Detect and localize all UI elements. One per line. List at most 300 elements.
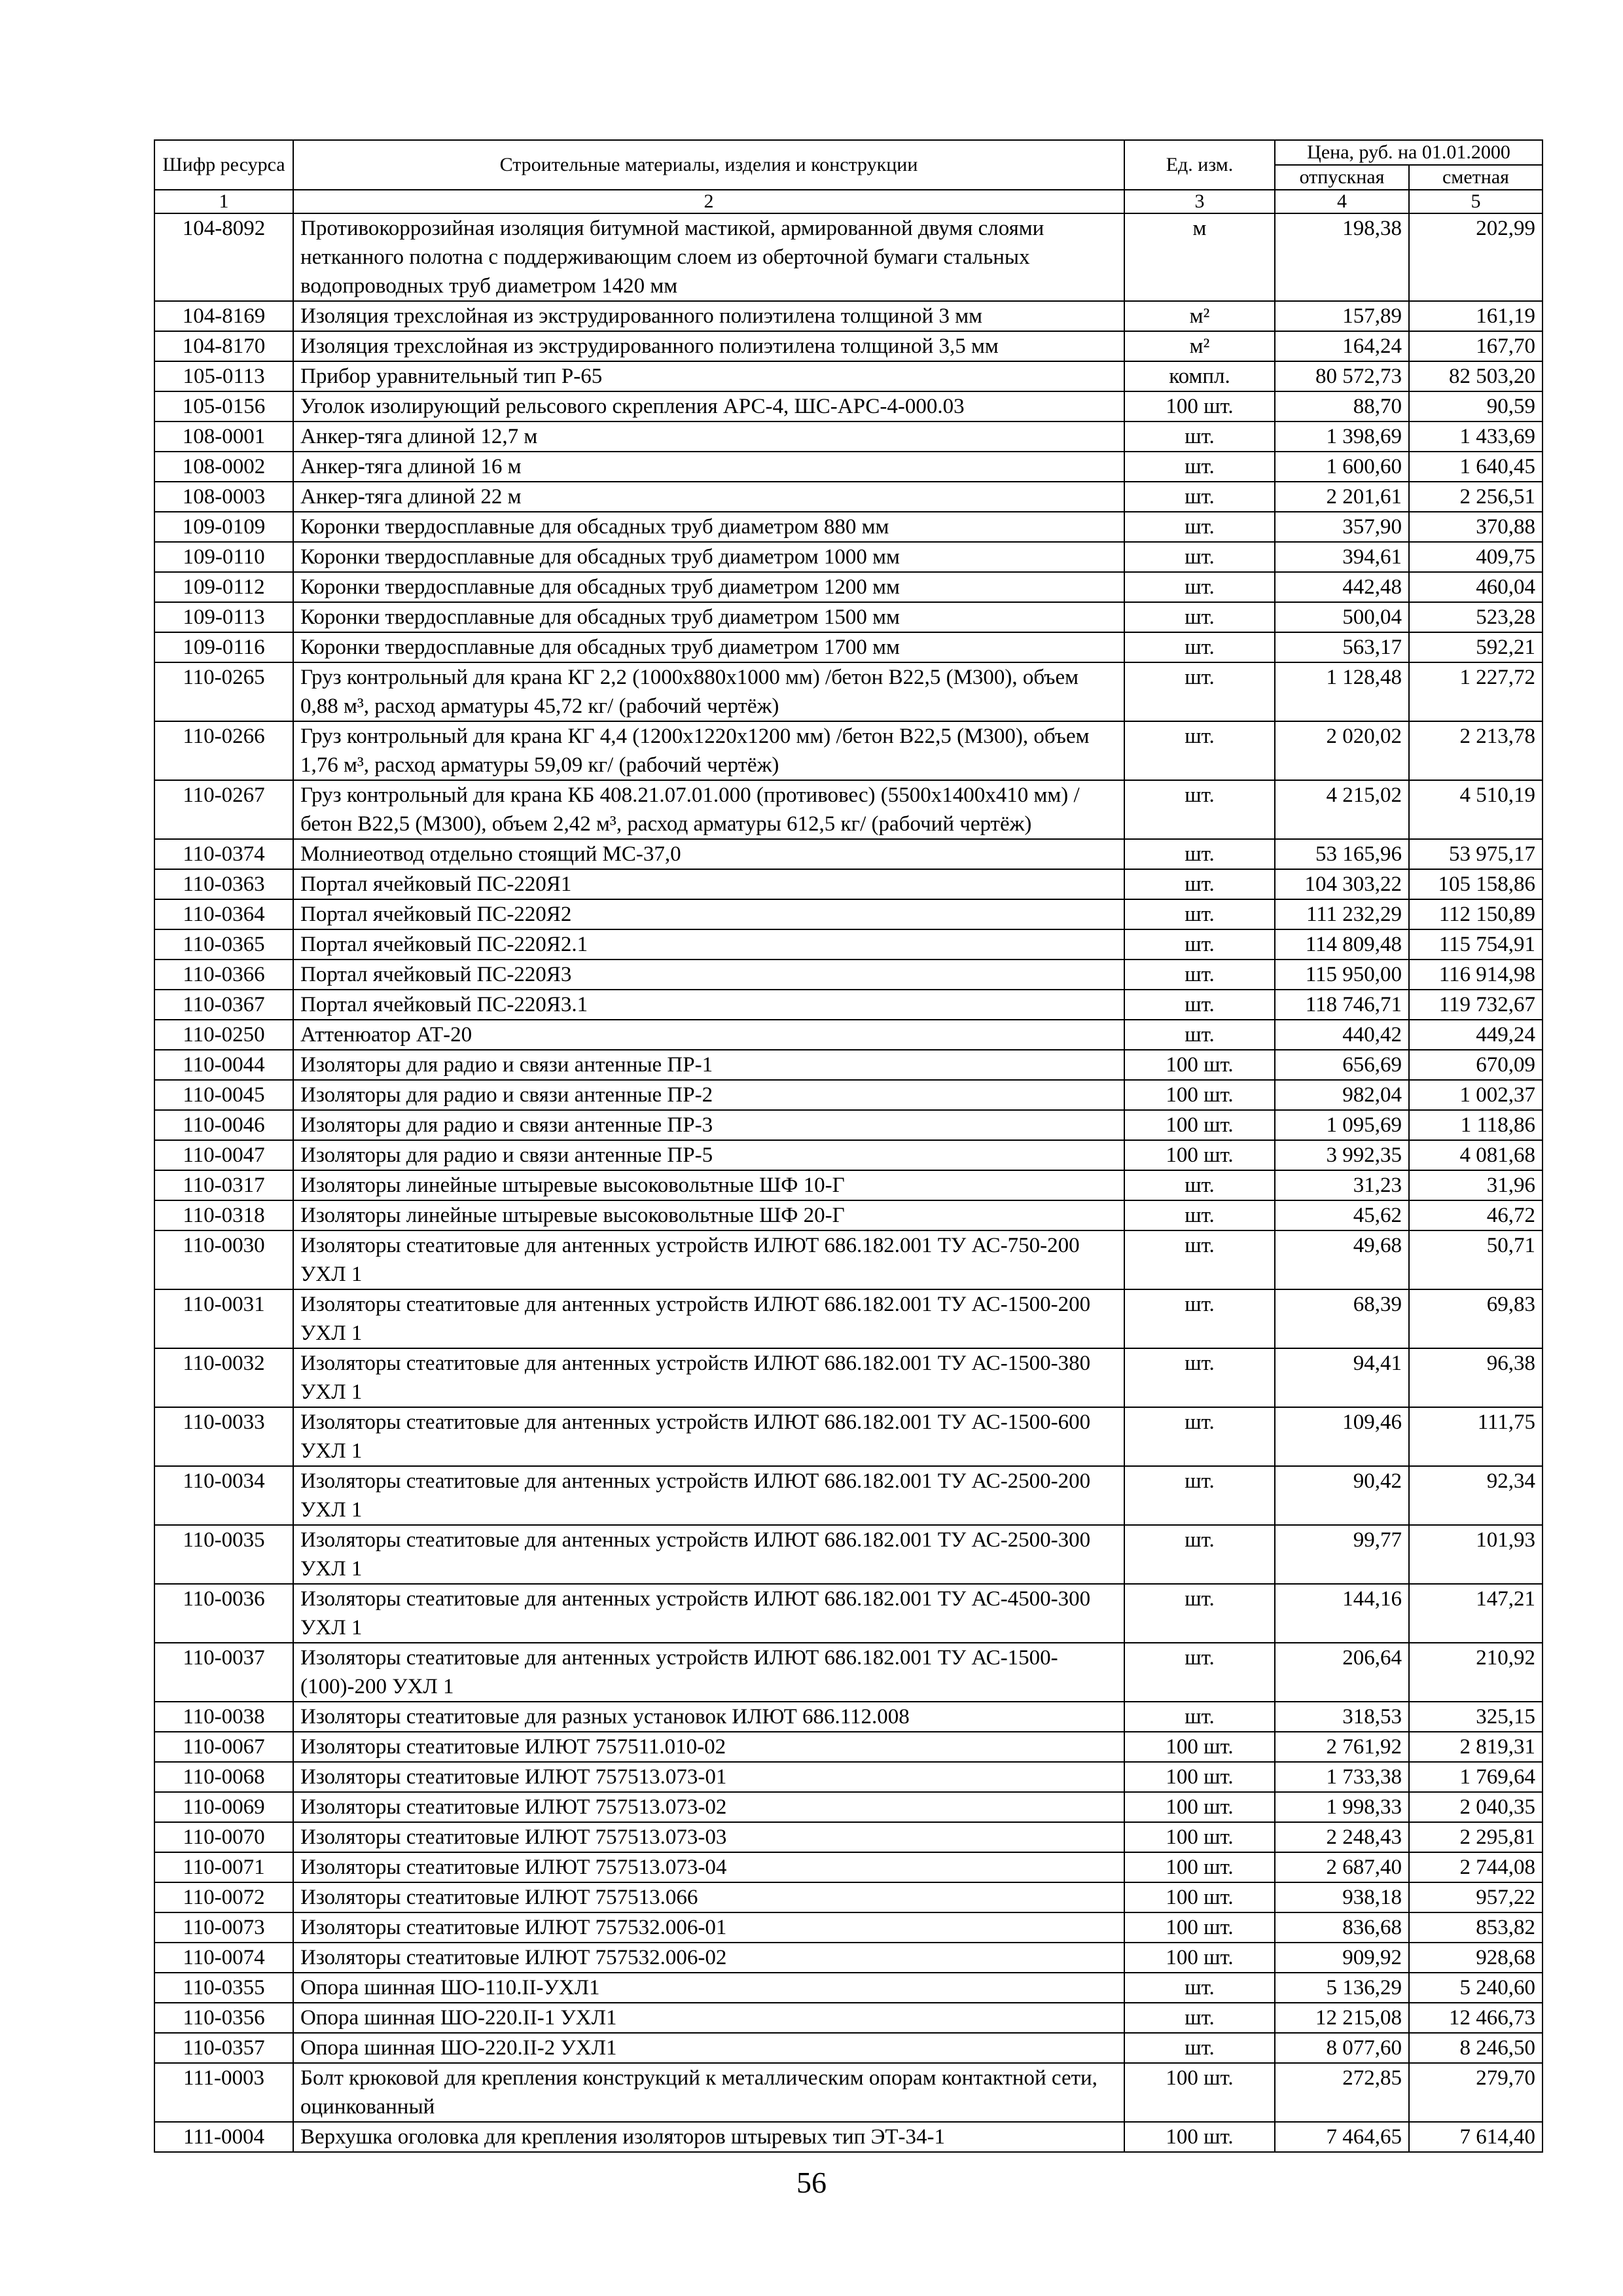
unit-of-measure: шт. [1124,542,1275,572]
release-price: 80 572,73 [1275,361,1409,391]
header-estimate-price: сметная [1409,165,1543,190]
estimate-price: 147,21 [1409,1584,1543,1643]
estimate-price: 8 246,50 [1409,2033,1543,2063]
material-name: Портал ячейковый ПС-220Я2 [293,899,1124,929]
unit-of-measure: шт. [1124,662,1275,721]
material-name: Изоляторы для радио и связи антенные ПР-3 [293,1110,1124,1140]
release-price: 2 248,43 [1275,1822,1409,1852]
material-name: Портал ячейковый ПС-220Я3 [293,960,1124,990]
resource-code: 104-8092 [154,213,293,301]
unit-of-measure: шт. [1124,1702,1275,1732]
release-price: 4 215,02 [1275,780,1409,839]
release-price: 272,85 [1275,2063,1409,2122]
material-name: Коронки твердосплавные для обсадных труб диаметром 1700 мм [293,632,1124,662]
release-price: 115 950,00 [1275,960,1409,990]
material-name: Изоляторы для радио и связи антенные ПР-1 [293,1050,1124,1080]
release-price: 90,42 [1275,1466,1409,1525]
material-name: Болт крюковой для крепления конструкций к металлическим опорам контактной сети, оцинкованный [293,2063,1124,2122]
unit-of-measure: шт. [1124,452,1275,482]
resource-code: 110-0355 [154,1973,293,2003]
release-price: 206,64 [1275,1643,1409,1702]
release-price: 357,90 [1275,512,1409,542]
resource-code: 110-0046 [154,1110,293,1140]
estimate-price: 2 256,51 [1409,482,1543,512]
table-row [154,1882,1543,1912]
unit-of-measure: компл. [1124,361,1275,391]
table-row [154,869,1543,899]
release-price: 1 398,69 [1275,422,1409,452]
material-name: Портал ячейковый ПС-220Я1 [293,869,1124,899]
estimate-price: 7 614,40 [1409,2122,1543,2152]
unit-of-measure: шт. [1124,632,1275,662]
estimate-price: 2 040,35 [1409,1792,1543,1822]
header-release-price: отпускная [1275,165,1409,190]
col-number: 3 [1124,190,1275,213]
estimate-price: 2 213,78 [1409,721,1543,780]
material-name: Опора шинная ШО-220.II-1 УХЛ1 [293,2003,1124,2033]
material-name: Портал ячейковый ПС-220Я2.1 [293,929,1124,960]
resource-code: 110-0035 [154,1525,293,1584]
material-name: Противокоррозийная изоляция битумной мастикой, армированной двумя слоями нетканного полотна с поддерживающим слоем из оберточной бумаги стальных водопроводных труб диаметром 1420 мм [293,213,1124,301]
resource-code: 109-0113 [154,602,293,632]
table-row [154,1289,1543,1348]
resource-code: 110-0318 [154,1200,293,1230]
resource-code: 110-0250 [154,1020,293,1050]
unit-of-measure: шт. [1124,1289,1275,1348]
estimate-price: 112 150,89 [1409,899,1543,929]
table-row [154,1732,1543,1762]
estimate-price: 101,93 [1409,1525,1543,1584]
unit-of-measure: шт. [1124,602,1275,632]
resource-code: 110-0037 [154,1643,293,1702]
release-price: 500,04 [1275,602,1409,632]
unit-of-measure: 100 шт. [1124,1110,1275,1140]
table-row [154,1702,1543,1732]
table-row [154,721,1543,780]
table-row [154,2003,1543,2033]
estimate-price: 325,15 [1409,1702,1543,1732]
table-row [154,1852,1543,1882]
unit-of-measure: шт. [1124,2003,1275,2033]
material-name: Изоляторы стеатитовые ИЛЮТ 757513.073-02 [293,1792,1124,1822]
estimate-price: 82 503,20 [1409,361,1543,391]
release-price: 12 215,08 [1275,2003,1409,2033]
estimate-price: 670,09 [1409,1050,1543,1080]
estimate-price: 853,82 [1409,1912,1543,1943]
unit-of-measure: шт. [1124,1348,1275,1407]
material-name: Изоляторы стеатитовые для антенных устройств ИЛЮТ 686.182.001 ТУ АС-2500-300 УХЛ 1 [293,1525,1124,1584]
material-name: Верхушка оголовка для крепления изоляторов штыревых тип ЭТ-34-1 [293,2122,1124,2152]
unit-of-measure: 100 шт. [1124,2122,1275,2152]
header-name: Строительные материалы, изделия и конструкции [293,140,1124,190]
table-row [154,422,1543,452]
release-price: 1 128,48 [1275,662,1409,721]
estimate-price: 53 975,17 [1409,839,1543,869]
unit-of-measure: шт. [1124,1525,1275,1584]
release-price: 3 992,35 [1275,1140,1409,1170]
material-name: Изоляторы стеатитовые для антенных устройств ИЛЮТ 686.182.001 ТУ АС-1500-200 УХЛ 1 [293,1289,1124,1348]
release-price: 7 464,65 [1275,2122,1409,2152]
table-row [154,1643,1543,1702]
release-price: 2 201,61 [1275,482,1409,512]
table-row [154,1822,1543,1852]
estimate-price: 592,21 [1409,632,1543,662]
resource-code: 110-0044 [154,1050,293,1080]
material-name: Опора шинная ШО-110.II-УХЛ1 [293,1973,1124,2003]
resource-code: 110-0032 [154,1348,293,1407]
col-number: 1 [154,190,293,213]
unit-of-measure: 100 шт. [1124,1912,1275,1943]
unit-of-measure: 100 шт. [1124,1822,1275,1852]
header-unit: Ед. изм. [1124,140,1275,190]
material-name: Анкер-тяга длиной 22 м [293,482,1124,512]
unit-of-measure: шт. [1124,1973,1275,2003]
estimate-price: 928,68 [1409,1943,1543,1973]
table-row [154,331,1543,361]
table-row [154,1792,1543,1822]
resource-code: 104-8169 [154,301,293,331]
table-row [154,1348,1543,1407]
table-row [154,1762,1543,1792]
table-row [154,1466,1543,1525]
resource-code: 111-0004 [154,2122,293,2152]
estimate-price: 111,75 [1409,1407,1543,1466]
table-row [154,1943,1543,1973]
material-name: Изоляторы стеатитовые для антенных устройств ИЛЮТ 686.182.001 ТУ АС-750-200 УХЛ 1 [293,1230,1124,1289]
resource-code: 110-0071 [154,1852,293,1882]
release-price: 198,38 [1275,213,1409,301]
table-row [154,1110,1543,1140]
material-name: Изоляторы стеатитовые ИЛЮТ 757513.066 [293,1882,1124,1912]
table-row [154,512,1543,542]
table-row [154,839,1543,869]
estimate-price: 50,71 [1409,1230,1543,1289]
material-name: Молниеотвод отдельно стоящий МС-37,0 [293,839,1124,869]
release-price: 88,70 [1275,391,1409,422]
resource-code: 110-0267 [154,780,293,839]
resource-code: 110-0317 [154,1170,293,1200]
material-name: Изоляторы стеатитовые для разных установок ИЛЮТ 686.112.008 [293,1702,1124,1732]
material-name: Коронки твердосплавные для обсадных труб диаметром 880 мм [293,512,1124,542]
page-number: 56 [796,2166,827,2199]
estimate-price: 1 640,45 [1409,452,1543,482]
estimate-price: 116 914,98 [1409,960,1543,990]
material-name: Изоляторы стеатитовые ИЛЮТ 757513.073-04 [293,1852,1124,1882]
table-row [154,632,1543,662]
resource-code: 110-0367 [154,990,293,1020]
table-row [154,1050,1543,1080]
resource-code: 110-0070 [154,1822,293,1852]
estimate-price: 5 240,60 [1409,1973,1543,2003]
unit-of-measure: 100 шт. [1124,1852,1275,1882]
resource-code: 110-0364 [154,899,293,929]
estimate-price: 46,72 [1409,1200,1543,1230]
resource-code: 110-0374 [154,839,293,869]
resource-code: 110-0356 [154,2003,293,2033]
unit-of-measure: 100 шт. [1124,1943,1275,1973]
material-name: Опора шинная ШО-220.II-2 УХЛ1 [293,2033,1124,2063]
estimate-price: 279,70 [1409,2063,1543,2122]
col-number: 5 [1409,190,1543,213]
table-row [154,1200,1543,1230]
unit-of-measure: 100 шт. [1124,2063,1275,2122]
resource-code: 110-0034 [154,1466,293,1525]
material-name: Изоляторы стеатитовые для антенных устройств ИЛЮТ 686.182.001 ТУ АС-1500-(100)-200 УХЛ 1 [293,1643,1124,1702]
material-name: Изоляторы стеатитовые ИЛЮТ 757532.006-02 [293,1943,1124,1973]
estimate-price: 167,70 [1409,331,1543,361]
estimate-price: 161,19 [1409,301,1543,331]
table-body [154,213,1543,2152]
resource-code: 110-0365 [154,929,293,960]
estimate-price: 957,22 [1409,1882,1543,1912]
resource-code: 109-0110 [154,542,293,572]
material-name: Изоляторы линейные штыревые высоковольтные ШФ 20-Г [293,1200,1124,1230]
table-row [154,1407,1543,1466]
resource-code: 109-0112 [154,572,293,602]
estimate-price: 92,34 [1409,1466,1543,1525]
table-row [154,1584,1543,1643]
unit-of-measure: м [1124,213,1275,301]
unit-of-measure: 100 шт. [1124,391,1275,422]
release-price: 656,69 [1275,1050,1409,1080]
material-name: Изоляторы линейные штыревые высоковольтные ШФ 10-Г [293,1170,1124,1200]
unit-of-measure: шт. [1124,1407,1275,1466]
material-name: Изоляторы для радио и связи антенные ПР-5 [293,1140,1124,1170]
release-price: 2 761,92 [1275,1732,1409,1762]
resource-code: 108-0003 [154,482,293,512]
release-price: 1 095,69 [1275,1110,1409,1140]
release-price: 144,16 [1275,1584,1409,1643]
unit-of-measure: шт. [1124,1584,1275,1643]
release-price: 104 303,22 [1275,869,1409,899]
material-name: Изоляторы стеатитовые для антенных устройств ИЛЮТ 686.182.001 ТУ АС-1500-600 УХЛ 1 [293,1407,1124,1466]
table-row [154,1020,1543,1050]
unit-of-measure: шт. [1124,1643,1275,1702]
resource-code: 110-0038 [154,1702,293,1732]
release-price: 982,04 [1275,1080,1409,1110]
table-row [154,1912,1543,1943]
unit-of-measure: 100 шт. [1124,1882,1275,1912]
unit-of-measure: шт. [1124,721,1275,780]
release-price: 118 746,71 [1275,990,1409,1020]
table-row [154,2122,1543,2152]
table-row [154,572,1543,602]
estimate-price: 69,83 [1409,1289,1543,1348]
unit-of-measure: шт. [1124,960,1275,990]
resource-code: 110-0030 [154,1230,293,1289]
material-name: Изоляторы стеатитовые для антенных устройств ИЛЮТ 686.182.001 ТУ АС-4500-300 УХЛ 1 [293,1584,1124,1643]
unit-of-measure: шт. [1124,512,1275,542]
header-price-group: Цена, руб. на 01.01.2000 [1275,140,1543,165]
col-number: 2 [293,190,1124,213]
material-name: Изоляторы стеатитовые ИЛЮТ 757511.010-02 [293,1732,1124,1762]
resource-code: 110-0068 [154,1762,293,1792]
unit-of-measure: 100 шт. [1124,1792,1275,1822]
unit-of-measure: шт. [1124,1466,1275,1525]
resource-code: 109-0109 [154,512,293,542]
release-price: 45,62 [1275,1200,1409,1230]
estimate-price: 31,96 [1409,1170,1543,1200]
material-name: Изоляторы стеатитовые ИЛЮТ 757532.006-01 [293,1912,1124,1943]
material-name: Коронки твердосплавные для обсадных труб диаметром 1500 мм [293,602,1124,632]
release-price: 157,89 [1275,301,1409,331]
unit-of-measure: 100 шт. [1124,1080,1275,1110]
estimate-price: 523,28 [1409,602,1543,632]
table-row [154,1230,1543,1289]
table-row [154,301,1543,331]
table-row [154,990,1543,1020]
material-name: Изоляция трехслойная из экструдированного полиэтилена толщиной 3 мм [293,301,1124,331]
header-code: Шифр ресурса [154,140,293,190]
estimate-price: 96,38 [1409,1348,1543,1407]
price-table [154,139,1543,2153]
release-price: 8 077,60 [1275,2033,1409,2063]
resource-code: 110-0067 [154,1732,293,1762]
table-header [154,140,1543,213]
unit-of-measure: шт. [1124,780,1275,839]
release-price: 68,39 [1275,1289,1409,1348]
material-name: Анкер-тяга длиной 12,7 м [293,422,1124,452]
release-price: 1 600,60 [1275,452,1409,482]
unit-of-measure: 100 шт. [1124,1050,1275,1080]
resource-code: 109-0116 [154,632,293,662]
table-row [154,452,1543,482]
release-price: 164,24 [1275,331,1409,361]
release-price: 1 733,38 [1275,1762,1409,1792]
release-price: 49,68 [1275,1230,1409,1289]
material-name: Изоляторы стеатитовые для антенных устройств ИЛЮТ 686.182.001 ТУ АС-2500-200 УХЛ 1 [293,1466,1124,1525]
estimate-price: 2 295,81 [1409,1822,1543,1852]
table-row [154,780,1543,839]
estimate-price: 1 769,64 [1409,1762,1543,1792]
table-row [154,1080,1543,1110]
release-price: 938,18 [1275,1882,1409,1912]
resource-code: 110-0265 [154,662,293,721]
table-row [154,1170,1543,1200]
release-price: 440,42 [1275,1020,1409,1050]
resource-code: 108-0001 [154,422,293,452]
release-price: 5 136,29 [1275,1973,1409,2003]
estimate-price: 1 227,72 [1409,662,1543,721]
release-price: 111 232,29 [1275,899,1409,929]
material-name: Уголок изолирующий рельсового скрепления АРС-4, ШС-АРС-4-000.03 [293,391,1124,422]
resource-code: 110-0266 [154,721,293,780]
table-row [154,361,1543,391]
estimate-price: 2 819,31 [1409,1732,1543,1762]
release-price: 109,46 [1275,1407,1409,1466]
unit-of-measure: шт. [1124,899,1275,929]
unit-of-measure: 100 шт. [1124,1732,1275,1762]
estimate-price: 460,04 [1409,572,1543,602]
resource-code: 110-0036 [154,1584,293,1643]
material-name: Коронки твердосплавные для обсадных труб диаметром 1000 мм [293,542,1124,572]
unit-of-measure: шт. [1124,2033,1275,2063]
table-row [154,2033,1543,2063]
estimate-price: 12 466,73 [1409,2003,1543,2033]
estimate-price: 1 002,37 [1409,1080,1543,1110]
estimate-price: 370,88 [1409,512,1543,542]
resource-code: 111-0003 [154,2063,293,2122]
resource-code: 104-8170 [154,331,293,361]
unit-of-measure: шт. [1124,929,1275,960]
unit-of-measure: м² [1124,301,1275,331]
release-price: 836,68 [1275,1912,1409,1943]
estimate-price: 90,59 [1409,391,1543,422]
unit-of-measure: шт. [1124,572,1275,602]
resource-code: 110-0047 [154,1140,293,1170]
resource-code: 110-0363 [154,869,293,899]
resource-code: 105-0156 [154,391,293,422]
table-row [154,482,1543,512]
estimate-price: 115 754,91 [1409,929,1543,960]
material-name: Портал ячейковый ПС-220Я3.1 [293,990,1124,1020]
estimate-price: 4 081,68 [1409,1140,1543,1170]
material-name: Изоляторы стеатитовые ИЛЮТ 757513.073-01 [293,1762,1124,1792]
estimate-price: 105 158,86 [1409,869,1543,899]
table-row [154,929,1543,960]
material-name: Прибор уравнительный тип Р-65 [293,361,1124,391]
table-row [154,960,1543,990]
material-name: Коронки твердосплавные для обсадных труб диаметром 1200 мм [293,572,1124,602]
resource-code: 110-0033 [154,1407,293,1466]
resource-code: 110-0073 [154,1912,293,1943]
table-row [154,213,1543,301]
resource-code: 105-0113 [154,361,293,391]
material-name: Изоляторы для радио и связи антенные ПР-2 [293,1080,1124,1110]
release-price: 909,92 [1275,1943,1409,1973]
material-name: Изоляция трехслойная из экструдированного полиэтилена толщиной 3,5 мм [293,331,1124,361]
estimate-price: 449,24 [1409,1020,1543,1050]
resource-code: 110-0069 [154,1792,293,1822]
unit-of-measure: шт. [1124,1230,1275,1289]
material-name: Изоляторы стеатитовые для антенных устройств ИЛЮТ 686.182.001 ТУ АС-1500-380 УХЛ 1 [293,1348,1124,1407]
unit-of-measure: шт. [1124,1200,1275,1230]
estimate-price: 4 510,19 [1409,780,1543,839]
unit-of-measure: шт. [1124,422,1275,452]
release-price: 99,77 [1275,1525,1409,1584]
release-price: 2 020,02 [1275,721,1409,780]
release-price: 318,53 [1275,1702,1409,1732]
estimate-price: 409,75 [1409,542,1543,572]
estimate-price: 1 433,69 [1409,422,1543,452]
table-row [154,542,1543,572]
resource-code: 110-0072 [154,1882,293,1912]
table-row [154,602,1543,632]
material-name: Изоляторы стеатитовые ИЛЮТ 757513.073-03 [293,1822,1124,1852]
resource-code: 108-0002 [154,452,293,482]
resource-code: 110-0031 [154,1289,293,1348]
unit-of-measure: шт. [1124,990,1275,1020]
material-name: Анкер-тяга длиной 16 м [293,452,1124,482]
resource-code: 110-0045 [154,1080,293,1110]
unit-of-measure: м² [1124,331,1275,361]
material-name: Груз контрольный для крана КГ 2,2 (1000х880х1000 мм) /бетон В22,5 (М300), объем 0,88 м³, расход арматуры 45,72 кг/ (рабочий чертёж) [293,662,1124,721]
resource-code: 110-0357 [154,2033,293,2063]
unit-of-measure: шт. [1124,1020,1275,1050]
release-price: 114 809,48 [1275,929,1409,960]
unit-of-measure: 100 шт. [1124,1140,1275,1170]
release-price: 563,17 [1275,632,1409,662]
estimate-price: 119 732,67 [1409,990,1543,1020]
estimate-price: 1 118,86 [1409,1110,1543,1140]
estimate-price: 2 744,08 [1409,1852,1543,1882]
col-number: 4 [1275,190,1409,213]
table-row [154,1140,1543,1170]
material-name: Аттенюатор АТ-20 [293,1020,1124,1050]
table-row [154,2063,1543,2122]
unit-of-measure: шт. [1124,839,1275,869]
release-price: 94,41 [1275,1348,1409,1407]
